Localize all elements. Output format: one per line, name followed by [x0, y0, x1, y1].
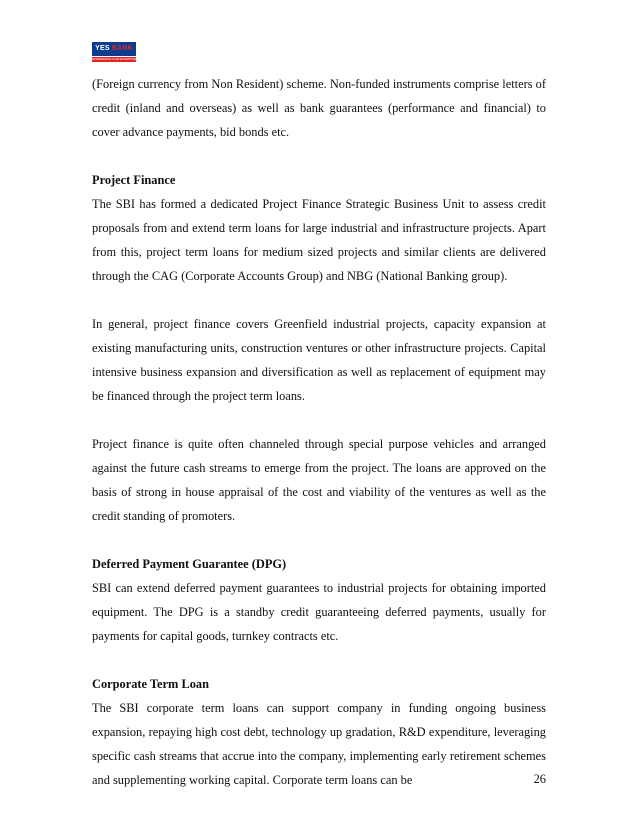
logo-text-bank: BANK: [111, 45, 133, 52]
corporate-term-loan-paragraph-1: The SBI corporate term loans can support company in funding ongoing business expansion, repaying high cost debt, technology up gradation, R&D expenditure, leveraging specific cash streams that accrue into the company, implementing early retirement schemes and supplementing working capital. Corporate term loans can be: [92, 701, 546, 787]
project-finance-paragraph-3: Project finance is quite often channeled through special purpose vehicles and arranged against the future cash streams to emerge from the project. The loans are approved on the basis of strong in house appraisal of the cost and viability of the ventures as well as the credit standing of promoters.: [92, 437, 546, 523]
page-number: 26: [533, 772, 546, 786]
corporate-term-loan-heading: Corporate Term Loan: [92, 677, 210, 691]
intro-paragraph: (Foreign currency from Non Resident) scheme. Non-funded instruments comprise letters of credit (inland and overseas) as well as bank guarantees (performance and financial) to cover advance payments, bid bonds etc.: [92, 77, 546, 139]
dpg-heading: Deferred Payment Guarantee (DPG): [92, 557, 287, 571]
project-finance-paragraph-1: The SBI has formed a dedicated Project Finance Strategic Business Unit to assess credit proposals from and extend term loans for large industrial and infrastructure projects. Apart from this, project term loans for medium sized projects and similar clients are delivered through the CAG (Corporate Accounts Group) and NBG (National Banking group).: [92, 197, 546, 283]
project-finance-heading: Project Finance: [92, 173, 176, 187]
logo-tagline: EXPERIENCE OUR EXPERTISE: [92, 57, 136, 61]
dpg-paragraph-1: SBI can extend deferred payment guarantees to industrial projects for obtaining imported equipment. The DPG is a standby credit guaranteeing deferred payments, usually for payments for capital goods, turnkey contracts etc.: [92, 581, 546, 643]
logo-band: [92, 42, 136, 56]
document-body: [92, 72, 546, 792]
logo-text-yes: YES: [95, 45, 110, 52]
yes-bank-logo: [92, 42, 136, 64]
project-finance-paragraph-2: In general, project finance covers Greenfield industrial projects, capacity expansion at existing manufacturing units, construction ventures or other infrastructure projects. Capital intensive business expansion and diversification as well as replacement of equipment may be financed through the project term loans.: [92, 317, 546, 403]
